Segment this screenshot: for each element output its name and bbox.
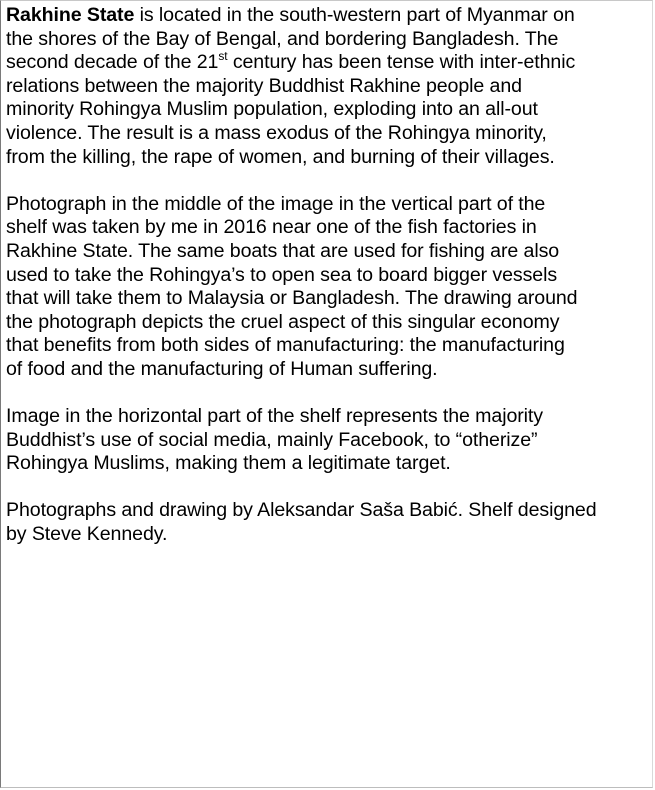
paragraph-photograph <box>6 193 654 382</box>
text-line: of food and the manufacturing of Human suffering. <box>6 357 438 380</box>
text-line: Rakhine State. The same boats that are used for fishing are also <box>6 239 560 262</box>
bold-term: Rakhine State <box>6 4 135 26</box>
text-line: the photograph depicts the cruel aspect of this singular economy <box>6 310 560 333</box>
text-line: relations between the majority Buddhist Rakhine people and <box>6 74 522 97</box>
text-line: minority Rohingya Muslim population, exploding into an all-out <box>6 98 538 121</box>
text-line: second decade of the 21st century has been tense with inter-ethnic <box>6 48 576 74</box>
superscript: st <box>218 48 228 63</box>
text-line: that will take them to Malaysia or Bangladesh. The drawing around <box>6 287 578 310</box>
text-line: Rohingya Muslims, making them a legitimate target. <box>6 452 451 475</box>
text-line: from the killing, the rape of women, and burning of their villages. <box>6 145 555 168</box>
text-line: that benefits from both sides of manufacturing: the manufacturing <box>6 334 565 357</box>
text-line: Image in the horizontal part of the shelf represents the majority <box>6 405 543 428</box>
paragraph-horizontal-image <box>6 405 654 476</box>
text-line: used to take the Rohingya’s to open sea to board bigger vessels <box>6 263 558 286</box>
paragraph-intro <box>6 4 654 169</box>
text-line: Buddhist’s use of social media, mainly Facebook, to “otherize” <box>6 428 538 451</box>
paragraph-credits <box>6 499 654 546</box>
text-line: shelf was taken by me in 2016 near one of the fish factories in <box>6 216 537 239</box>
text-line: violence. The result is a mass exodus of the Rohingya minority, <box>6 121 547 144</box>
text-line: Photograph in the middle of the image in the vertical part of the <box>6 192 546 215</box>
text-line: by Steve Kennedy. <box>6 523 168 546</box>
text-line: the shores of the Bay of Bengal, and bordering Bangladesh. The <box>6 27 559 50</box>
text-line: Rakhine State is located in the south-western part of Myanmar on <box>6 4 575 26</box>
text-line: Photographs and drawing by Aleksandar Saša Babić. Shelf designed <box>6 499 597 522</box>
document-text <box>6 4 654 570</box>
